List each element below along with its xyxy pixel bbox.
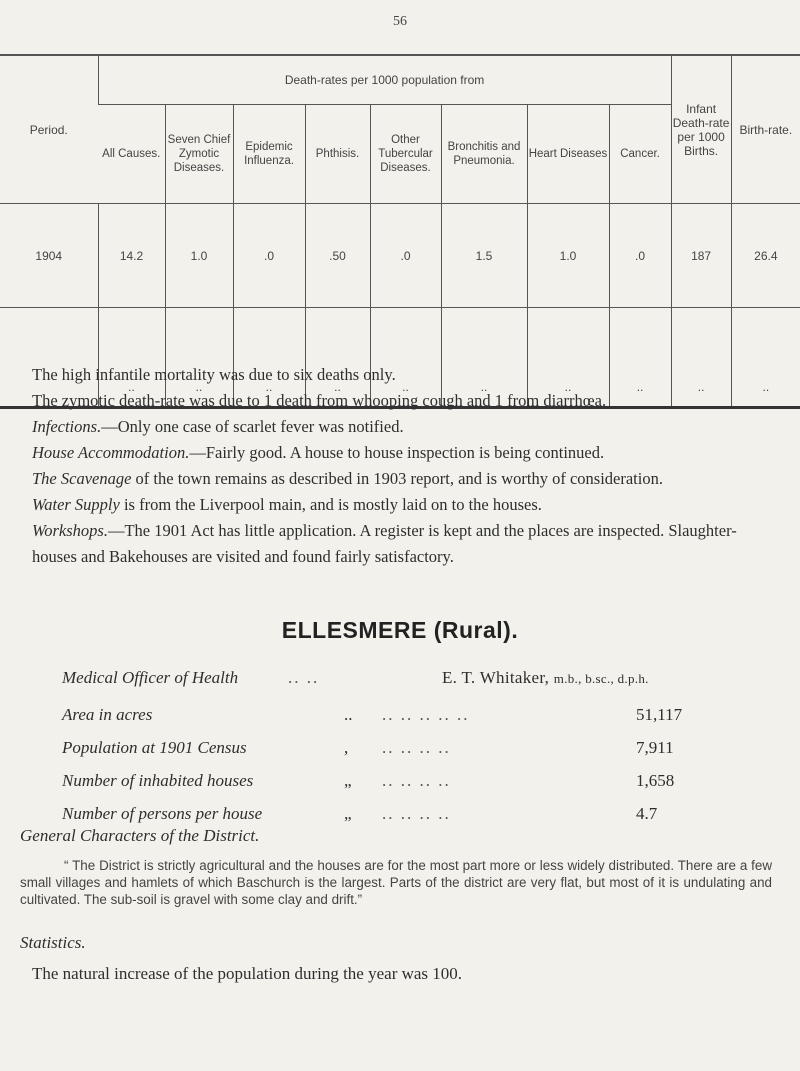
paragraph-text: is from the Liverpool main, and is mostly laid on to the houses. <box>119 495 542 514</box>
paragraph-lead: Infections. <box>32 417 102 436</box>
fact-value: 1,658 <box>636 771 675 790</box>
header-all-causes: All Causes. <box>98 105 165 204</box>
officer-name-text: E. T. Whitaker, <box>442 668 550 687</box>
fact-label: Area in acres <box>62 705 153 724</box>
cell-value: .. <box>233 308 305 408</box>
cell-birth: .. <box>731 308 800 408</box>
fact-label: Number of inhabited houses <box>62 771 254 790</box>
header-tubercular: Other Tubercular Diseases. <box>370 105 441 204</box>
cell-birth: 26.4 <box>731 204 800 308</box>
header-zymotic: Seven Chief Zymotic Diseases. <box>165 105 233 204</box>
cell-value: .. <box>370 308 441 408</box>
paragraph-text: —The 1901 Act has little application. A register is kept and the places are inspected. Slaughter-houses and Bakehouses are visited and found fairly satisfactory. <box>32 521 737 566</box>
leader-dots: .. .. .. .. <box>382 804 451 823</box>
body-paragraphs <box>0 362 800 570</box>
leader-dots: .. .. <box>288 668 320 687</box>
fact-mark: „ <box>344 771 352 790</box>
cell-value: .. <box>441 308 527 408</box>
cell-value: 14.2 <box>98 204 165 308</box>
header-influenza: Epidemic Influenza. <box>233 105 305 204</box>
cell-value: .. <box>305 308 370 408</box>
cell-value: .0 <box>370 204 441 308</box>
fact-row <box>62 771 762 804</box>
cell-value: .0 <box>609 204 671 308</box>
cell-value: .50 <box>305 204 370 308</box>
cell-value: .. <box>165 308 233 408</box>
fact-value: 4.7 <box>636 804 658 823</box>
officer-label: Medical Officer of Health <box>62 668 239 687</box>
paragraph: The high infantile mortality was due to six deaths only. <box>32 365 396 384</box>
fact-label: Number of persons per house <box>62 804 263 823</box>
header-phthisis: Phthisis. <box>305 105 370 204</box>
paragraph-lead: Workshops. <box>32 521 108 540</box>
paragraph: The zymotic death-rate was due to 1 death from whooping cough and 1 from diarrhœa. <box>32 391 607 410</box>
paragraph-text: —Only one case of scarlet fever was notified. <box>101 417 404 436</box>
cell-infant: 187 <box>671 204 731 308</box>
fact-mark: , <box>344 738 349 757</box>
header-death-rates-group: Death-rates per 1000 population from <box>98 55 671 105</box>
officer-name <box>442 668 649 688</box>
paragraph <box>0 466 800 492</box>
table-row <box>0 204 800 308</box>
paragraph <box>0 414 800 440</box>
leader-dots: .. .. .. .. .. <box>382 705 470 724</box>
fact-label: Population at 1901 Census <box>62 738 247 757</box>
paragraph-text: of the town remains as described in 1903 report, and is worthy of consideration. <box>131 469 663 488</box>
cell-value: 1.5 <box>441 204 527 308</box>
cell-value: 1.0 <box>165 204 233 308</box>
cell-period: 1904 <box>0 204 98 308</box>
fact-mark: „ <box>344 804 352 823</box>
officer-degrees: m.b., b.sc., d.p.h. <box>553 671 649 686</box>
paragraph-text: —Fairly good. A house to house inspection is being continued. <box>189 443 605 462</box>
fact-row <box>62 738 762 771</box>
district-quote <box>20 857 772 908</box>
officer-row <box>62 668 762 701</box>
fact-value: 51,117 <box>636 705 683 724</box>
district-facts <box>62 668 762 837</box>
paragraph <box>0 492 800 518</box>
fact-mark: .. <box>344 705 353 724</box>
cell-infant: .. <box>671 308 731 408</box>
header-bronchitis: Bronchitis and Pneumonia. <box>441 105 527 204</box>
paragraph <box>0 518 800 570</box>
header-infant-death-rate: Infant Death-rate per 1000 Births. <box>671 55 731 204</box>
header-birth-rate: Birth-rate. <box>731 55 800 204</box>
general-characters-heading: General Characters of the District. <box>20 826 260 845</box>
leader-dots: .. .. .. .. <box>382 771 451 790</box>
paragraph-lead: The Scavenage <box>32 469 132 488</box>
page-number: 56 <box>393 14 407 29</box>
header-heart: Heart Diseases <box>527 105 609 204</box>
fact-value: 7,911 <box>636 738 674 757</box>
section-title: ELLESMERE (Rural). <box>281 617 519 643</box>
statistics-heading: Statistics. <box>20 933 86 952</box>
header-cancer: Cancer. <box>609 105 671 204</box>
cell-value: .. <box>609 308 671 408</box>
fact-row <box>62 705 762 738</box>
cell-value: 1.0 <box>527 204 609 308</box>
cell-value: .. <box>98 308 165 408</box>
cell-value: .0 <box>233 204 305 308</box>
header-period: Period. <box>0 55 98 204</box>
death-rates-table <box>0 54 800 409</box>
paragraph <box>0 440 800 466</box>
paragraph-lead: House Accommodation. <box>32 443 190 462</box>
paragraph-lead: Water Supply <box>32 495 120 514</box>
leader-dots: .. .. .. .. <box>382 738 451 757</box>
cell-value: .. <box>527 308 609 408</box>
statistics-text: The natural increase of the population during the year was 100. <box>32 964 463 983</box>
quote-text: “ The District is strictly agricultural and the houses are for the most part more or less widely distributed. There are a few small villages and hamlets of which Baschurch is the largest. Parts of the district are very flat, but most of it is undulating and cultivated. The sub-soil is gravel with some clay and drift.” <box>20 858 772 907</box>
